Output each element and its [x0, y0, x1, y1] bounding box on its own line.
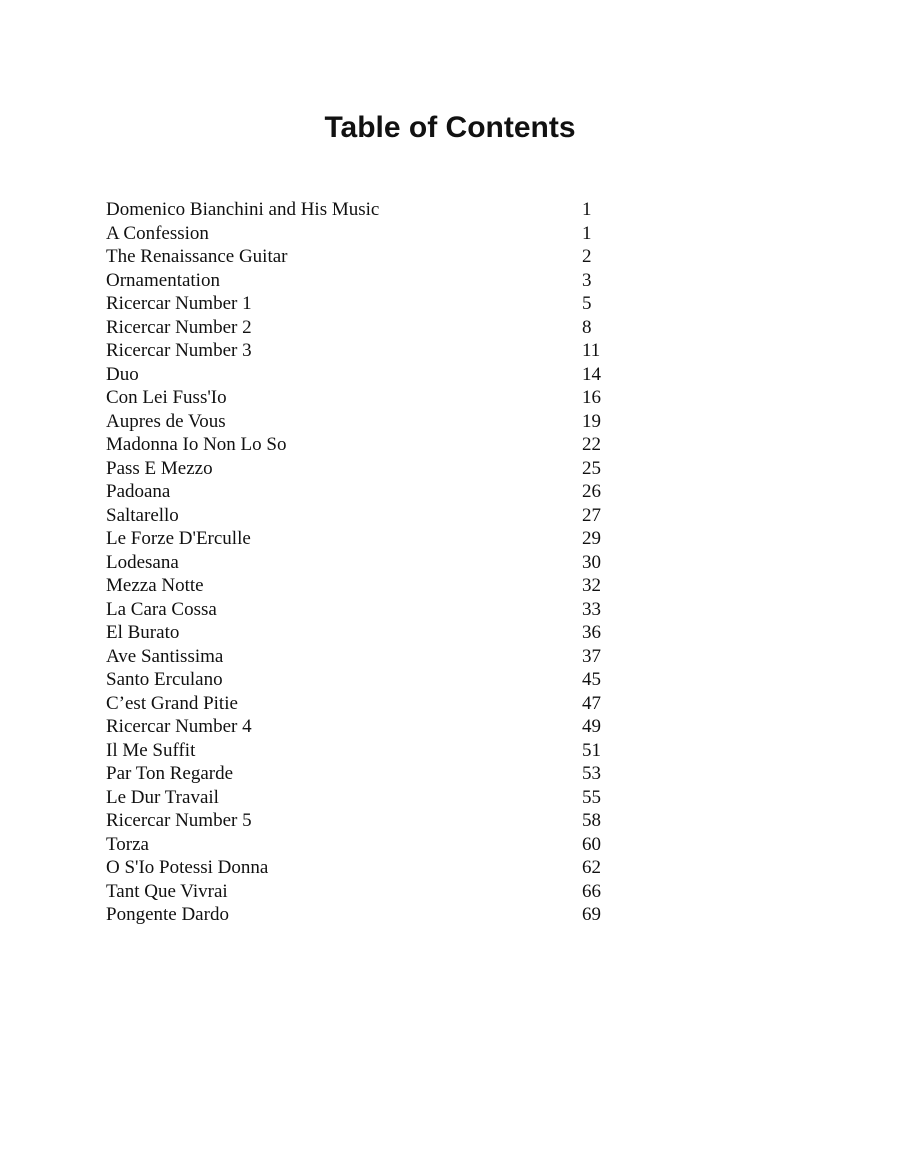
- toc-entry-title: Torza: [106, 833, 149, 855]
- toc-entry: [106, 715, 626, 739]
- toc-entry-page-number: 32: [582, 575, 601, 596]
- toc-entry: [106, 762, 626, 786]
- toc-entry-title: A Confession: [106, 222, 209, 244]
- toc-entry: [106, 645, 626, 669]
- toc-entry-page-number: 51: [582, 739, 601, 761]
- toc-entry-title: Saltarello: [106, 504, 179, 526]
- toc-entry-page-number: 58: [582, 810, 601, 831]
- toc-entry: [106, 809, 626, 833]
- toc-entry-page-number: 2: [582, 246, 592, 267]
- toc-entry-page-number: 25: [582, 457, 601, 479]
- toc-entry-page-number: 3: [582, 269, 592, 291]
- toc-entry: [106, 269, 626, 293]
- toc-entry-title: Ricercar Number 4: [106, 716, 252, 737]
- table-of-contents-list: [106, 198, 626, 927]
- toc-entry-title: Aupres de Vous: [106, 410, 226, 432]
- toc-entry-page-number: 55: [582, 786, 601, 808]
- toc-entry-title: Tant Que Vivrai: [106, 880, 228, 902]
- toc-entry: [106, 527, 626, 551]
- toc-entry: [106, 480, 626, 504]
- toc-entry-title: Le Dur Travail: [106, 786, 219, 808]
- toc-entry-title: El Burato: [106, 622, 180, 643]
- page-title: Table of Contents: [324, 111, 576, 144]
- toc-entry-page-number: 37: [582, 645, 601, 667]
- toc-entry-page-number: 27: [582, 504, 601, 526]
- toc-entry: [106, 316, 626, 340]
- toc-entry: [106, 574, 626, 598]
- toc-entry-title: La Cara Cossa: [106, 598, 217, 620]
- toc-entry-title: Le Forze D'Erculle: [106, 528, 251, 549]
- toc-entry: [106, 739, 626, 763]
- toc-entry-page-number: 33: [582, 598, 601, 620]
- toc-entry-title: The Renaissance Guitar: [106, 246, 288, 267]
- toc-entry: [106, 433, 626, 457]
- toc-entry: [106, 621, 626, 645]
- toc-entry-page-number: 19: [582, 410, 601, 432]
- toc-entry: [106, 198, 626, 222]
- toc-entry-page-number: 8: [582, 316, 592, 338]
- toc-entry: [106, 386, 626, 410]
- toc-entry: [106, 833, 626, 857]
- toc-entry-title: Con Lei Fuss'Io: [106, 387, 227, 408]
- toc-entry-page-number: 62: [582, 857, 601, 878]
- toc-entry: [106, 856, 626, 880]
- toc-entry-title: Duo: [106, 363, 139, 385]
- toc-entry: [106, 692, 626, 716]
- toc-entry-title: O S'Io Potessi Donna: [106, 857, 269, 878]
- toc-entry-title: Ricercar Number 2: [106, 316, 252, 338]
- toc-entry: [106, 339, 626, 363]
- toc-entry-page-number: 66: [582, 880, 601, 902]
- toc-entry-title: Pongente Dardo: [106, 904, 229, 925]
- toc-entry: [106, 668, 626, 692]
- toc-entry-page-number: 30: [582, 551, 601, 573]
- toc-entry-page-number: 22: [582, 434, 601, 455]
- toc-entry: [106, 903, 626, 927]
- toc-entry-title: Ricercar Number 5: [106, 810, 252, 831]
- toc-entry-title: Pass E Mezzo: [106, 457, 213, 479]
- toc-entry-page-number: 36: [582, 622, 601, 643]
- toc-entry-title: Mezza Notte: [106, 575, 204, 596]
- toc-entry: [106, 245, 626, 269]
- toc-entry-title: Par Ton Regarde: [106, 763, 234, 784]
- toc-entry: [106, 363, 626, 387]
- toc-entry: [106, 786, 626, 810]
- toc-entry-page-number: 5: [582, 293, 592, 314]
- toc-entry: [106, 222, 626, 246]
- toc-entry-page-number: 1: [582, 199, 592, 220]
- toc-entry-page-number: 69: [582, 904, 601, 925]
- toc-entry-title: Ricercar Number 3: [106, 340, 252, 361]
- toc-entry-page-number: 45: [582, 669, 601, 690]
- toc-entry: [106, 504, 626, 528]
- toc-entry-title: Santo Erculano: [106, 669, 223, 690]
- toc-entry-title: Ricercar Number 1: [106, 293, 252, 314]
- toc-entry-page-number: 49: [582, 716, 601, 737]
- toc-entry: [106, 598, 626, 622]
- toc-entry: [106, 457, 626, 481]
- toc-entry-title: Padoana: [106, 481, 171, 502]
- toc-entry-page-number: 1: [582, 222, 592, 244]
- toc-entry: [106, 410, 626, 434]
- toc-entry-page-number: 29: [582, 528, 601, 549]
- toc-entry-title: Lodesana: [106, 551, 179, 573]
- toc-entry: [106, 551, 626, 575]
- toc-entry-title: Il Me Suffit: [106, 739, 196, 761]
- toc-entry-page-number: 26: [582, 481, 601, 502]
- toc-entry-page-number: 16: [582, 387, 601, 408]
- toc-entry-page-number: 14: [582, 363, 601, 385]
- toc-entry-title: Domenico Bianchini and His Music: [106, 199, 380, 220]
- toc-entry-title: Ave Santissima: [106, 645, 224, 667]
- toc-entry-title: Ornamentation: [106, 269, 220, 291]
- toc-entry-page-number: 60: [582, 833, 601, 855]
- toc-entry-title: Madonna Io Non Lo So: [106, 434, 287, 455]
- toc-entry: [106, 880, 626, 904]
- toc-entry-page-number: 53: [582, 763, 601, 784]
- toc-entry-page-number: 47: [582, 692, 601, 714]
- toc-entry-page-number: 11: [582, 340, 601, 361]
- toc-entry-title: C’est Grand Pitie: [106, 692, 238, 714]
- toc-entry: [106, 292, 626, 316]
